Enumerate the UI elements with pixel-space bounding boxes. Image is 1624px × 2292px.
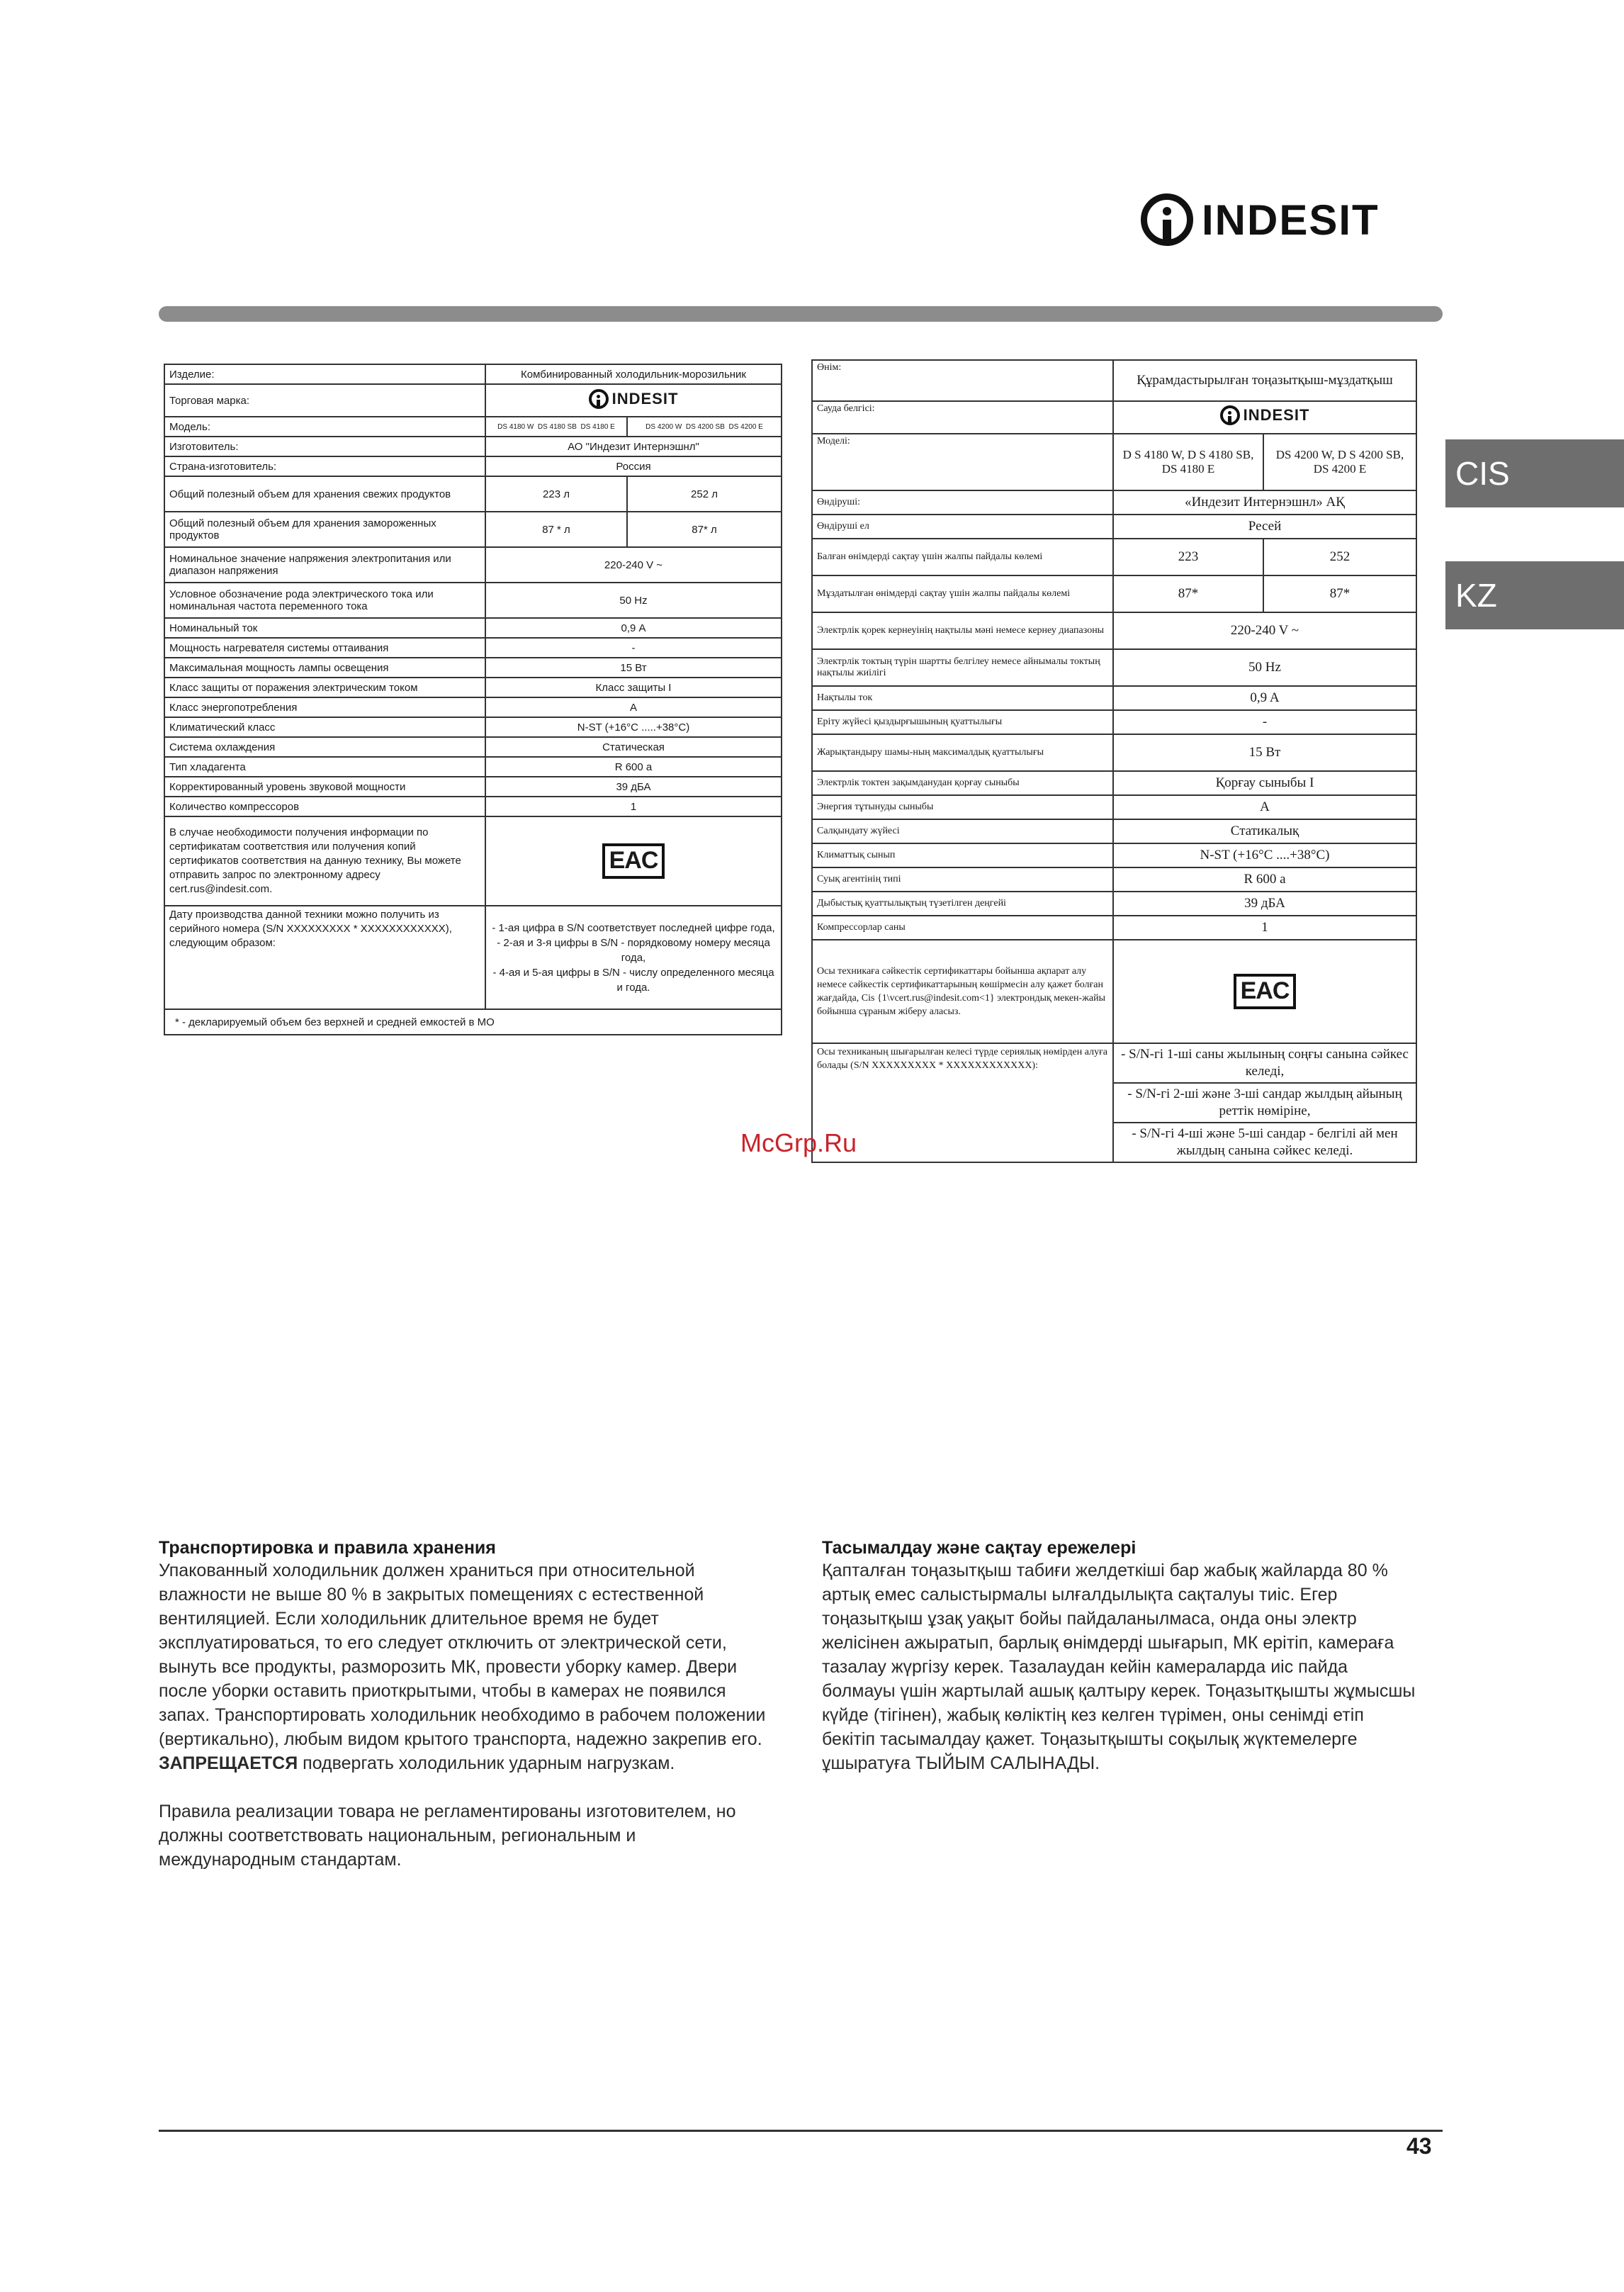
indesit-logo (1141, 181, 1424, 259)
spec-label: Изготовитель: (164, 437, 485, 456)
lang-tab-kz: KZ (1445, 561, 1624, 629)
spec-value: A (485, 697, 782, 717)
brand-cell (1113, 401, 1416, 434)
kz-paragraph-1: Қапталған тоңазытқыш табиғи желдеткіші бар жабық жайларда 80 % артық емес салыстырмалы ылғалдылықта сақталуы тиіс. Егер тоңазытқыш ұзақ уақыт бойы пайдаланылмаса, онда оны электр желісінен ажыратып, барлық өнімдерді шығарып, МК ерітіп, камераға тазалау жүргізу керек. Тазалаудан кейін камераларда иіс пайда болмауы үшін жартылай ашық қалтыру керек. Тоңазытқышты жұмысшы күйде (тігінен), жабық көліктің кез келген түрімен, оны сенімді етіп бекітіп тасымалдау қажет. Тоңазытқышты соқылық жүктемелерге ұшыратуға ТЫЙЫМ САЛЫНАДЫ. (822, 1561, 1416, 1773)
spec-value: «Индезит Интернэшнл» АҚ (1113, 490, 1416, 515)
table-row (164, 816, 782, 906)
page-number: 43 (1406, 2133, 1432, 2159)
table-row (164, 906, 782, 1009)
table-row (164, 1009, 782, 1035)
indesit-logo-icon (589, 389, 609, 409)
eac-mark (1113, 940, 1416, 1043)
spec-label: Дыбыстық қуаттылықтың түзетілген деңгейі (812, 892, 1113, 916)
spec-value: 87* (1113, 575, 1263, 612)
table-row (164, 364, 782, 384)
table-row (164, 476, 782, 512)
table-row (164, 583, 782, 618)
spec-label: Өндіруші: (812, 490, 1113, 515)
models-group-2: DS 4200 W, D S 4200 SB, DS 4200 E (1263, 434, 1416, 490)
spec-label: Балған өнімдерді сақтау үшін жалпы пайдалы көлемі (812, 539, 1113, 575)
eac-icon: EAC (602, 843, 665, 878)
spec-value: N-ST (+16°C ....+38°C) (1113, 843, 1416, 867)
spec-label: Корректированный уровень звуковой мощности (164, 777, 485, 797)
spec-label: Общий полезный объем для хранения замороженных продуктов (164, 512, 485, 547)
spec-label: Страна-изготовитель: (164, 456, 485, 476)
spec-value: 39 дБА (1113, 892, 1416, 916)
spec-value: Класс защиты I (485, 678, 782, 697)
spec-label: Электрлік қорек кернеуінің нақтылы мәні немесе кернеу диапазоны (812, 612, 1113, 649)
table-row (812, 490, 1416, 515)
indesit-logo-icon (1220, 405, 1240, 425)
table-row (164, 797, 782, 816)
table-row (812, 612, 1416, 649)
ru-paragraph-1: Упакованный холодильник должен храниться при относительной влажности не выше 80 % в закрытых помещениях с естественной вентиляцией. Если холодильник длительное время не будет эксплуатироваться, то его следует отключить от электрической сети, вынуть все продукты, разморозить МК, провести уборку камер. Двери после уборки оставить приоткрытыми, чтобы в камерах не появился запах. Транспортировать холодильник необходимо в рабочем положении (вертикально), любым видом крытого транспорта, надежно закрепив его. ЗАПРЕЩАЕТСЯ подвергать холодильник ударным нагрузкам. (159, 1561, 766, 1773)
spec-value: 223 (1113, 539, 1263, 575)
kz-section-title: Тасымалдау және сақтау ережелері (822, 1538, 1137, 1558)
spec-label: Өндіруші ел (812, 515, 1113, 539)
table-row (812, 686, 1416, 710)
spec-label: Нақтылы ток (812, 686, 1113, 710)
table-row (812, 734, 1416, 771)
header-divider (159, 306, 1443, 322)
date-rule: - S/N-гі 4-ші және 5-ші сандар - белгілі ай мен жылдың санына сәйкес келеді. (1113, 1123, 1416, 1162)
table-row (812, 649, 1416, 686)
spec-label: Мощность нагревателя системы оттаивания (164, 638, 485, 658)
table-row (164, 697, 782, 717)
spec-label: Компрессорлар саны (812, 916, 1113, 940)
spec-value: Россия (485, 456, 782, 476)
table-row (812, 539, 1416, 575)
eac-mark (485, 816, 782, 906)
spec-label: Суық агентінің типі (812, 867, 1113, 892)
table-row (812, 434, 1416, 490)
spec-value: АО "Индезит Интернэшнл" (485, 437, 782, 456)
spec-value: 0,9 А (485, 618, 782, 638)
spec-value: 220-240 V ~ (1113, 612, 1416, 649)
table-row (812, 867, 1416, 892)
table-row (812, 515, 1416, 539)
spec-value: N-ST (+16°C .....+38°C) (485, 717, 782, 737)
spec-value: 1 (485, 797, 782, 816)
spec-label: Условное обозначение рода электрического тока или номинальная частота переменного тока (164, 583, 485, 618)
spec-label: Жарықтандыру шамы-ның максималдық қуаттылығы (812, 734, 1113, 771)
table-row (812, 360, 1416, 401)
brand-cell (485, 384, 782, 417)
models-group-1: D S 4180 W, D S 4180 SB, DS 4180 E (1113, 434, 1263, 490)
table-row (812, 819, 1416, 843)
table-row (164, 512, 782, 547)
brand-name: INDESIT (1202, 196, 1380, 244)
table-row (164, 757, 782, 777)
ru-section (159, 1538, 775, 1896)
table-row (164, 717, 782, 737)
kz-spec-table (811, 359, 1417, 1163)
spec-value: 15 Вт (485, 658, 782, 678)
spec-label: Номинальное значение напряжения электропитания или диапазон напряжения (164, 547, 485, 583)
spec-label: Климатический класс (164, 717, 485, 737)
table-row (812, 916, 1416, 940)
table-row (164, 547, 782, 583)
date-rule: - S/N-гі 2-ші және 3-ші сандар жылдың айының реттік нөміріне, (1113, 1083, 1416, 1123)
ru-section-title: Транспортировка и правила хранения (159, 1538, 496, 1558)
table-row (812, 795, 1416, 819)
models-group-1: DS 4180 W DS 4180 SB DS 4180 E (485, 417, 627, 437)
spec-label: Моделі: (812, 434, 1113, 490)
table-row (164, 658, 782, 678)
table-row (812, 1043, 1416, 1083)
table-row (812, 843, 1416, 867)
kz-section-body (822, 1558, 1417, 1775)
spec-value: Ресей (1113, 515, 1416, 539)
spec-label: Салқындату жүйесі (812, 819, 1113, 843)
spec-value: 220-240 V ~ (485, 547, 782, 583)
spec-label: Модель: (164, 417, 485, 437)
spec-label: Сауда белгісі: (812, 401, 1113, 434)
table-row (164, 638, 782, 658)
table-row (164, 384, 782, 417)
table-row (164, 737, 782, 757)
spec-label: Энергия тұтынуды сыныбы (812, 795, 1113, 819)
footer-divider (159, 2130, 1443, 2132)
spec-label: Количество компрессоров (164, 797, 485, 816)
spec-label: Климаттық сынып (812, 843, 1113, 867)
spec-label: Номинальный ток (164, 618, 485, 638)
spec-label: Класс энергопотребления (164, 697, 485, 717)
spec-value: 39 дБА (485, 777, 782, 797)
spec-value: 252 л (627, 476, 782, 512)
spec-label: Мұздатылған өнімдерді сақтау үшін жалпы пайдалы көлемі (812, 575, 1113, 612)
spec-value: Құрамдастырылған тоңазытқыш-мұздатқыш (1113, 360, 1416, 401)
spec-value: 50 Hz (485, 583, 782, 618)
spec-value: R 600 a (1113, 867, 1416, 892)
ru-section-body (159, 1558, 775, 1872)
ru-spec-table (164, 364, 782, 1035)
date-rules: - 1-ая цифра в S/N соответствует последней цифре года, - 2-ая и 3-я цифры в S/N - порядковому номеру месяца года, - 4-ая и 5-ая цифры в S/N - числу определенного месяца и года. (485, 906, 782, 1009)
table-row (164, 678, 782, 697)
table-row (812, 710, 1416, 734)
spec-label: Өнім: (812, 360, 1113, 401)
table-row (812, 892, 1416, 916)
spec-label: Тип хладагента (164, 757, 485, 777)
spec-value: 15 Вт (1113, 734, 1416, 771)
spec-label: Изделие: (164, 364, 485, 384)
spec-label: Система охлаждения (164, 737, 485, 757)
spec-value: 223 л (485, 476, 627, 512)
watermark: McGrp.Ru (740, 1128, 857, 1157)
spec-value: Қорғау сыныбы I (1113, 771, 1416, 795)
spec-value: - (1113, 710, 1416, 734)
table-row (164, 456, 782, 476)
cert-info: Осы техникаға сәйкестік сертификаттары бойынша ақпарат алу немесе сәйкестік сертификаттарының көшірмесін алу қажет болған жағдайда, Cis {1\vcert.rus@indesit.com<1} электрондық мекен-жайы бойынша сұраным жіберу аласыз. (812, 940, 1113, 1043)
kz-section (822, 1538, 1417, 1799)
spec-label: Электрлік токтың түрін шартты белгілеу немесе айнымалы токтың нақтылы жиілігі (812, 649, 1113, 686)
eac-icon: EAC (1234, 974, 1297, 1009)
spec-value: R 600 a (485, 757, 782, 777)
spec-value: 87* л (627, 512, 782, 547)
spec-value: 87* (1263, 575, 1416, 612)
spec-value: A (1113, 795, 1416, 819)
spec-value: - (485, 638, 782, 658)
cert-info: В случае необходимости получения информации по сертификатам соответствия или получения копий сертификатов соответствия на данную технику, Вы можете отправить запрос по электронному адресу cert.rus@indesit.com. (164, 816, 485, 906)
footnote: * - декларируемый объем без верхней и средней емкостей в МО (164, 1009, 782, 1035)
table-row (164, 777, 782, 797)
indesit-logo-icon (1141, 193, 1193, 246)
spec-value: 252 (1263, 539, 1416, 575)
table-row (812, 940, 1416, 1043)
spec-value: Комбинированный холодильник-морозильник (485, 364, 782, 384)
table-row (812, 771, 1416, 795)
table-row (812, 401, 1416, 434)
spec-value: 50 Hz (1113, 649, 1416, 686)
spec-value: Статическая (485, 737, 782, 757)
table-row (812, 575, 1416, 612)
date-info: Дату производства данной техники можно получить из серийного номера (S/N XXXXXXXXX * XXXXXXXXXXXX), следующим образом: (164, 906, 485, 1009)
spec-value: 1 (1113, 916, 1416, 940)
indesit-mini-logo: INDESIT (589, 389, 679, 409)
date-info: Осы техниканың шығарылған келесі түрде сериялық нөмірден алуға болады (S/N XXXXXXXXX * XXXXXXXXXXXX): (812, 1043, 1113, 1162)
date-rule: - S/N-гі 1-ші саны жылының соңғы санына сәйкес келеді, (1113, 1043, 1416, 1083)
indesit-mini-logo: INDESIT (1220, 405, 1310, 425)
spec-value: 87 * л (485, 512, 627, 547)
table-row (164, 417, 782, 437)
lang-tab-cis: CIS (1445, 439, 1624, 507)
ru-paragraph-2: Правила реализации товара не регламентированы изготовителем, но должны соответствовать национальным, региональным и международным стандартам. (159, 1802, 736, 1870)
spec-label: Общий полезный объем для хранения свежих продуктов (164, 476, 485, 512)
table-row (164, 618, 782, 638)
spec-label: Еріту жүйесі қыздырғышының қуаттылығы (812, 710, 1113, 734)
models-group-2: DS 4200 W DS 4200 SB DS 4200 E (627, 417, 782, 437)
spec-label: Максимальная мощность лампы освещения (164, 658, 485, 678)
table-row (164, 437, 782, 456)
spec-label: Класс защиты от поражения электрическим током (164, 678, 485, 697)
spec-value: 0,9 A (1113, 686, 1416, 710)
spec-label: Электрлік токтен зақымданудан қорғау сыныбы (812, 771, 1113, 795)
spec-value: Статикалық (1113, 819, 1416, 843)
spec-label: Торговая марка: (164, 384, 485, 417)
